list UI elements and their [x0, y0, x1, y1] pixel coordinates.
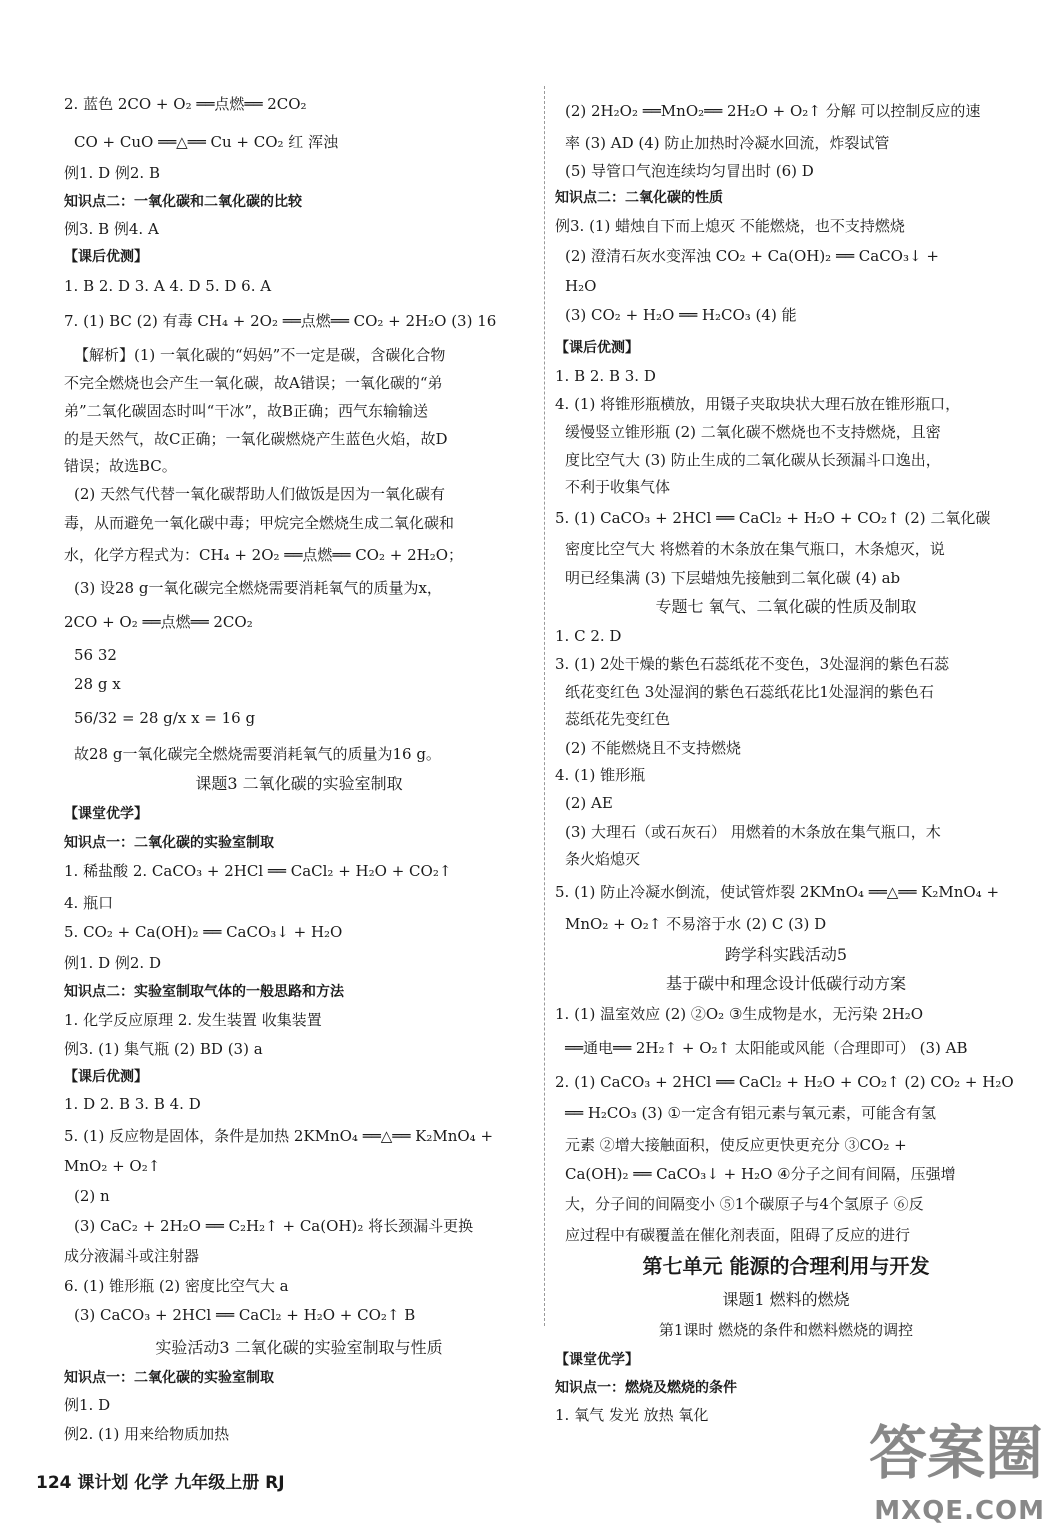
text-line: 1. B 2. B 3. D	[555, 367, 656, 385]
lesson-title: 课题3 二氧化碳的实验室制取	[195, 774, 403, 793]
text-line: 不利于收集气体	[565, 478, 671, 496]
text-line: 水，化学方程式为：CH₄ + 2O₂ ══点燃══ CO₂ + 2H₂O；	[64, 546, 464, 564]
text-line: ══ H₂CO₃ (3) ①一定含有铝元素与氧元素，可能含有氢	[565, 1104, 936, 1122]
section-heading: 【课后优测】	[64, 249, 148, 265]
text-line: 2CO + O₂ ══点燃══ 2CO₂	[64, 613, 253, 631]
text-line: 5. CO₂ + Ca(OH)₂ ══ CaCO₃↓ + H₂O	[64, 923, 343, 941]
section-heading: 【课后优测】	[555, 340, 639, 356]
unit-title: 第七单元 能源的合理利用与开发	[642, 1254, 930, 1278]
text-line: (3) CaCO₃ + 2HCl ══ CaCl₂ + H₂O + CO₂↑ B	[74, 1306, 416, 1324]
watermark-url: MXQE.COM	[874, 1496, 1045, 1526]
text-line: 2. 蓝色 2CO + O₂ ══点燃══ 2CO₂	[64, 95, 307, 113]
text-line: 明已经集满 (3) 下层蜡烛先接触到二氧化碳 (4) ab	[565, 569, 901, 587]
text-line: 故28 g一氧化碳完全燃烧需要消耗氧气的质量为16 g。	[74, 745, 441, 763]
text-line: 4. (1) 锥形瓶	[555, 766, 646, 784]
text-line: (2) n	[74, 1187, 110, 1205]
text-line: 密度比空气大 将燃着的木条放在集气瓶口，木条熄灭，说	[565, 540, 945, 558]
text-line: 28 g x	[74, 675, 121, 693]
text-line: 例1. D 例2. B	[64, 164, 160, 182]
text-line: 的是天然气，故C正确；一氧化碳燃烧产生蓝色火焰，故D	[64, 430, 448, 448]
text-line: 例3. B 例4. A	[64, 220, 159, 238]
text-line: 成分液漏斗或注射器	[64, 1247, 200, 1265]
text-line: 5. (1) CaCO₃ + 2HCl ══ CaCl₂ + H₂O + CO₂↑ (2) 二氧化碳	[555, 509, 991, 527]
text-line: (3) 大理石（或石灰石） 用燃着的木条放在集气瓶口，木	[565, 823, 941, 841]
text-line: 56/32 = 28 g/x x = 16 g	[74, 709, 256, 727]
section-heading: 知识点一：二氧化碳的实验室制取	[64, 1370, 274, 1386]
section-heading: 【课堂优学】	[555, 1352, 639, 1368]
text-line: (2) 天然气代替一氧化碳帮助人们做饭是因为一氧化碳有	[74, 485, 446, 503]
text-line: 应过程中有碳覆盖在催化剂表面，阻碍了反应的进行	[565, 1226, 911, 1244]
text-line: 2. (1) CaCO₃ + 2HCl ══ CaCl₂ + H₂O + CO₂↑ (2) CO₂ + H₂O	[555, 1073, 1014, 1091]
text-line: 缓慢竖立锥形瓶 (2) 二氧化碳不燃烧也不支持燃烧，且密	[565, 423, 941, 441]
watermark-logo: 答案圈	[868, 1419, 1043, 1487]
text-line: 7. (1) BC (2) 有毒 CH₄ + 2O₂ ══点燃══ CO₂ + 2H₂O (3) 16	[64, 312, 497, 330]
text-line: 例2. (1) 用来给物质加热	[64, 1425, 230, 1443]
column-divider	[544, 86, 545, 1326]
text-line: 4. 瓶口	[64, 894, 114, 912]
text-line: 率 (3) AD (4) 防止加热时冷凝水回流，炸裂试管	[565, 134, 890, 152]
text-line: 1. C 2. D	[555, 627, 622, 645]
section-heading: 知识点二：一氧化碳和二氧化碳的比较	[64, 194, 302, 210]
section-heading: 知识点一：二氧化碳的实验室制取	[64, 835, 274, 851]
text-line: H₂O	[565, 277, 597, 295]
topic-title: 专题七 氧气、二氧化碳的性质及制取	[655, 597, 917, 616]
text-line: 6. (1) 锥形瓶 (2) 密度比空气大 a	[64, 1277, 289, 1295]
text-line: 1. D 2. B 3. B 4. D	[64, 1095, 201, 1113]
text-line: 元素 ②增大接触面积，使反应更快更充分 ③CO₂ +	[565, 1136, 907, 1154]
activity-subtitle: 基于碳中和理念设计低碳行动方案	[665, 974, 906, 993]
section-heading: 知识点二：实验室制取气体的一般思路和方法	[64, 984, 344, 1000]
text-line: 大，分子间的间隔变小 ⑤1个碳原子与4个氢原子 ⑥反	[565, 1195, 924, 1213]
text-line: CO + CuO ══△══ Cu + CO₂ 红 浑浊	[74, 133, 339, 151]
lesson-title: 实验活动3 二氧化碳的实验室制取与性质	[155, 1338, 443, 1357]
text-line: MnO₂ + O₂↑ 不易溶于水 (2) C (3) D	[565, 915, 827, 933]
lesson-subtitle: 第1课时 燃烧的条件和燃料燃烧的调控	[658, 1321, 914, 1339]
text-line: 1. (1) 温室效应 (2) ②O₂ ③生成物是水，无污染 2H₂O	[555, 1005, 924, 1023]
section-heading: 知识点一：燃烧及燃烧的条件	[555, 1380, 737, 1396]
text-line: 弟”二氧化碳固态时叫“干冰”，故B正确；西气东输输送	[64, 402, 429, 420]
section-heading: 【课后优测】	[64, 1069, 148, 1085]
text-line: 蕊纸花先变红色	[565, 710, 671, 728]
text-line: (3) 设28 g一氧化碳完全燃烧需要消耗氧气的质量为x，	[74, 579, 442, 597]
text-line: (5) 导管口气泡连续均匀冒出时 (6) D	[565, 162, 814, 180]
text-line: 1. 稀盐酸 2. CaCO₃ + 2HCl ══ CaCl₂ + H₂O + CO₂↑	[64, 862, 452, 880]
text-line: (3) CO₂ + H₂O ══ H₂CO₃ (4) 能	[565, 306, 797, 324]
section-heading: 【课堂优学】	[64, 806, 148, 822]
text-line: 不完全燃烧也会产生一氧化碳，故A错误；一氧化碳的“弟	[64, 374, 443, 392]
section-heading: 知识点二：二氧化碳的性质	[555, 190, 723, 206]
text-line: 5. (1) 反应物是固体，条件是加热 2KMnO₄ ══△══ K₂MnO₄ +	[64, 1127, 494, 1145]
lesson-title: 课题1 燃料的燃烧	[722, 1290, 850, 1309]
text-line: 例1. D 例2. D	[64, 954, 161, 972]
text-line: 错误；故选BC。	[64, 457, 177, 475]
text-line: MnO₂ + O₂↑	[64, 1157, 161, 1175]
text-line: 1. 氧气 发光 放热 氧化	[555, 1406, 709, 1424]
page-footer: 124 课计划 化学 九年级上册 RJ	[36, 1473, 285, 1493]
text-line: 5. (1) 防止冷凝水倒流，使试管炸裂 2KMnO₄ ══△══ K₂MnO₄ +	[555, 883, 1000, 901]
text-line: 例3. (1) 蜡烛自下而上熄灭 不能燃烧，也不支持燃烧	[555, 217, 905, 235]
text-line: 纸花变红色 3处湿润的紫色石蕊纸花比1处湿润的紫色石	[565, 683, 934, 701]
text-line: (2) AE	[565, 794, 613, 812]
text-line: (2) 2H₂O₂ ══MnO₂══ 2H₂O + O₂↑ 分解 可以控制反应的速	[565, 102, 981, 120]
text-line: 【解析】(1) 一氧化碳的“妈妈”不一定是碳，含碳化合物	[74, 346, 446, 364]
text-line: 1. B 2. D 3. A 4. D 5. D 6. A	[64, 277, 272, 295]
text-line: ══通电══ 2H₂↑ + O₂↑ 太阳能或风能（合理即可） (3) AB	[565, 1039, 968, 1057]
text-line: (2) 澄清石灰水变浑浊 CO₂ + Ca(OH)₂ ══ CaCO₃↓ +	[565, 247, 939, 265]
activity-title: 跨学科实践活动5	[724, 945, 848, 964]
text-line: 条火焰熄灭	[565, 850, 641, 868]
text-line: (2) 不能燃烧且不支持燃烧	[565, 739, 742, 757]
text-line: 毒，从而避免一氧化碳中毒；甲烷完全燃烧生成二氧化碳和	[64, 514, 455, 532]
text-line: 56 32	[74, 646, 117, 664]
text-line: 4. (1) 将锥形瓶横放，用镊子夹取块状大理石放在锥形瓶口，	[555, 395, 961, 413]
text-line: 例3. (1) 集气瓶 (2) BD (3) a	[64, 1040, 263, 1058]
text-line: 3. (1) 2处干燥的紫色石蕊纸花不变色，3处湿润的紫色石蕊	[555, 655, 950, 673]
text-line: (3) CaC₂ + 2H₂O ══ C₂H₂↑ + Ca(OH)₂ 将长颈漏斗更换	[74, 1217, 474, 1235]
text-line: 例1. D	[64, 1396, 111, 1414]
text-line: 度比空气大 (3) 防止生成的二氧化碳从长颈漏斗口逸出，	[565, 451, 941, 469]
text-line: 1. 化学反应原理 2. 发生装置 收集装置	[64, 1011, 322, 1029]
text-line: Ca(OH)₂ ══ CaCO₃↓ + H₂O ④分子之间有间隔，压强增	[565, 1165, 956, 1183]
